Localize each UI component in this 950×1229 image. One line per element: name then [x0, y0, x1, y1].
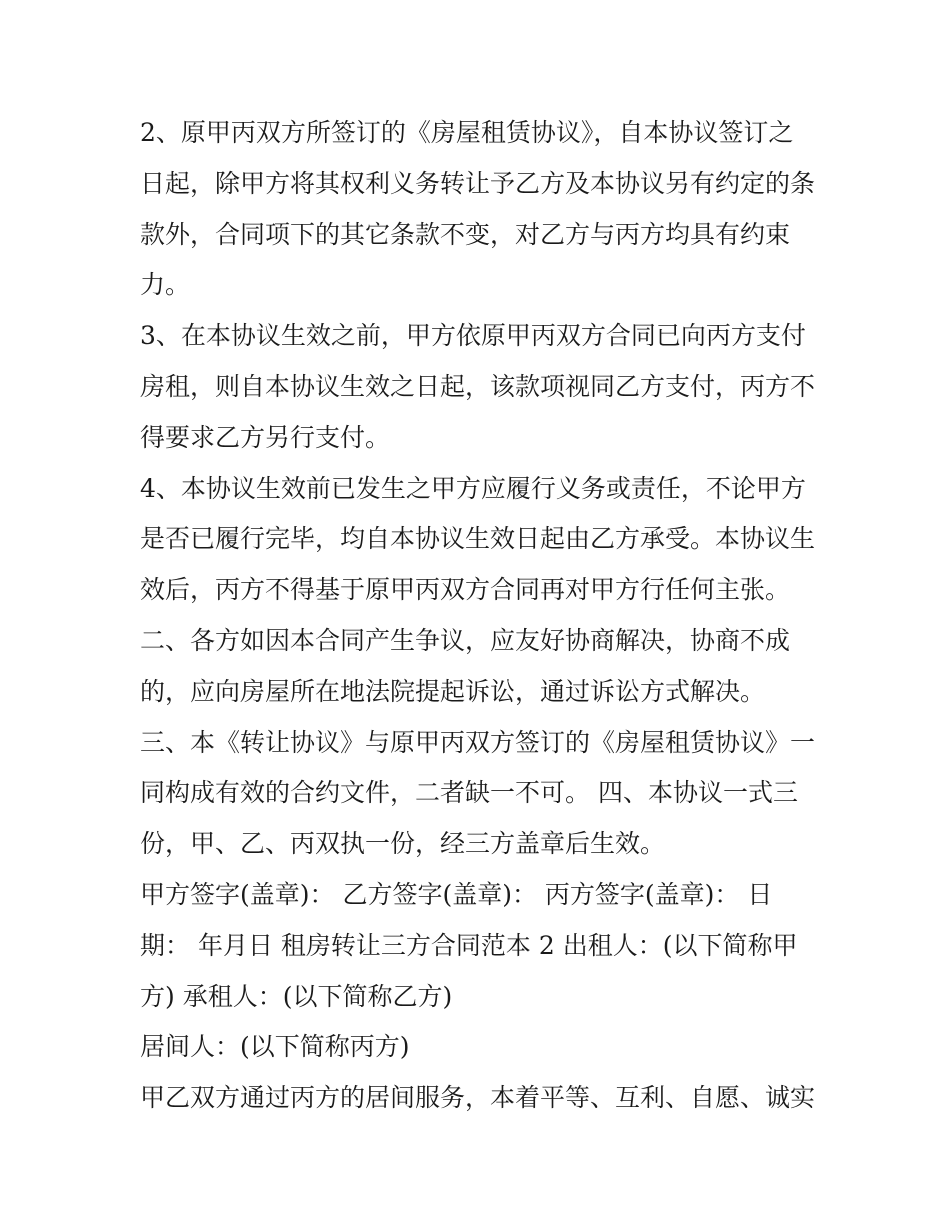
text-line: 甲乙双方通过丙方的居间服务，本着平等、互利、自愿、诚实 [140, 1083, 816, 1113]
text-line: 的，应向房屋所在地法院提起诉讼，通过诉讼方式解决。 [140, 676, 766, 706]
text-line: 4、本协议生效前已发生之甲方应履行义务或责任，不论甲方 [140, 473, 806, 503]
text-line: 期： 年月日 租房转让三方合同范本 2 出租人：(以下简称甲 [140, 930, 798, 960]
text-line: 日起，除甲方将其权利义务转让予乙方及本协议另有约定的条 [140, 168, 816, 198]
text-line: 居间人：(以下简称丙方) [140, 1032, 410, 1062]
text-line: 得要求乙方另行支付。 [140, 422, 391, 452]
text-line: 3、在本协议生效之前，甲方依原甲丙双方合同已向丙方支付 [140, 321, 806, 351]
text-line: 是否已履行完毕，均自本协议生效日起由乙方承受。本协议生 [140, 524, 816, 554]
text-line: 2、原甲丙双方所签订的《房屋租赁协议》，自本协议签订之 [140, 118, 794, 147]
text-line: 力。 [140, 270, 191, 300]
text-line: 三、本《转让协议》与原甲丙双方签订的《房屋租赁协议》一 [140, 727, 816, 757]
signature-line: 甲方签字(盖章)： 乙方签字(盖章)： 丙方签字(盖章)： 日 [140, 879, 773, 909]
text-line: 效后，丙方不得基于原甲丙双方合同再对甲方行任何主张。 [140, 575, 791, 605]
text-line: 方) 承租人：(以下简称乙方) [140, 981, 453, 1011]
text-line: 同构成有效的合约文件，二者缺一不可。 四、本协议一式三 [140, 778, 798, 808]
text-line: 款外，合同项下的其它条款不变，对乙方与丙方均具有约束 [140, 219, 791, 249]
text-line: 二、各方如因本合同产生争议，应友好协商解决，协商不成 [140, 625, 791, 655]
text-line: 房租，则自本协议生效之日起，该款项视同乙方支付，丙方不 [140, 371, 816, 401]
contract-body [140, 108, 830, 1124]
text-line: 份，甲、乙、丙双执一份，经三方盖章后生效。 [140, 829, 666, 859]
